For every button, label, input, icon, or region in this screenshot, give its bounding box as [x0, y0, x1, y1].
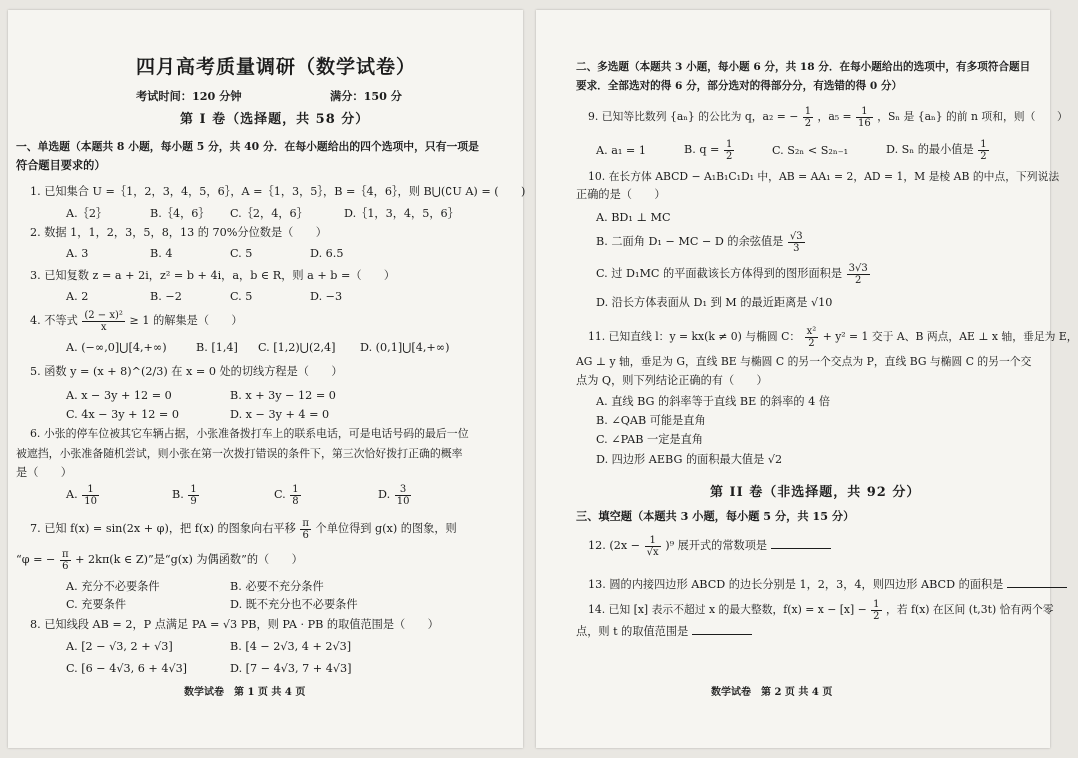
q10-c-fraction [847, 263, 870, 286]
q3-option-a: A. 2 [66, 290, 89, 303]
q7-cond-prefix: “φ = − [16, 553, 56, 566]
q9-b-prefix: B. q = [684, 143, 720, 156]
q9-b-num: 1 [726, 138, 733, 150]
q6-c-den: 8 [292, 495, 299, 507]
q5-option-d: D. x − 3y + 4 = 0 [230, 408, 330, 421]
exam-time: 考试时间：120 分钟 [136, 89, 242, 103]
q6-option-d-label: D. [378, 488, 391, 501]
q10-b-prefix: B. 二面角 D₁ − MC − D 的余弦值是 [596, 235, 784, 248]
q7-fraction-num: π [302, 517, 309, 529]
q2-option-b: B. 4 [150, 247, 173, 260]
section-1-heading-cont: 符合题目要求的） [16, 158, 106, 172]
page-1-footer: 数学试卷 第 1 页 共 4 页 [184, 687, 306, 698]
volume-1-heading: 第 I 卷（选择题，共 58 分） [180, 112, 370, 127]
q6-d-den: 10 [396, 495, 410, 507]
q8-option-b: B. [4 − 2√3, 4 + 2√3] [230, 640, 352, 653]
q11-line-2: AG ⊥ y 轴，垂足为 G，直线 BE 与椭圆 C 的另一个交点为 P，直线 BG 与椭圆 C 的另一个交 [576, 355, 1032, 368]
q6-option-b-fraction [188, 484, 198, 507]
q12 [588, 532, 831, 560]
q4-option-a: A. (−∞,0]⋃[4,+∞) [66, 341, 167, 354]
q6-option-a-fraction [82, 484, 99, 507]
q9-option-c: C. S₂ₙ < S₂ₙ₋₁ [772, 144, 849, 157]
section-1-heading: 一、单选题（本题共 8 小题，每小题 5 分，共 40 分．在每小题给出的四个选项中，只有一项是 [16, 140, 479, 153]
q7-prefix: 7. 已知 f(x) = sin(2x + φ)，把 f(x) 的图象向右平移 [30, 522, 296, 535]
q6-b-den: 9 [190, 495, 197, 507]
q4-fraction-num: (2 − x)² [84, 309, 123, 321]
q9-f2-num: 1 [856, 106, 873, 118]
q10-line-2: 正确的是（ ） [576, 188, 666, 201]
q7-option-c: C. 充要条件 [66, 598, 127, 611]
q11-line-1-a: 11. 已知直线 l：y = kx(k ≠ 0) 与椭圆 C： [588, 330, 801, 343]
q10-b-num: √3 [789, 230, 803, 242]
q10-c-num: 3√3 [848, 262, 868, 274]
q7-cond-den: 6 [62, 560, 69, 572]
q14-f-den: 2 [873, 610, 880, 622]
q9-fraction-2 [856, 106, 873, 129]
q9-fraction-1 [803, 106, 813, 129]
q10-b-den: 3 [793, 242, 800, 254]
q9-stem-b: ，a₅ = [817, 110, 852, 123]
q6-option-d [378, 482, 412, 508]
exam-page-2 [536, 10, 1078, 748]
q7-option-b: B. 必要不充分条件 [230, 580, 324, 593]
q6-line-2: 被遮挡，小张准备随机尝试，则小张在第一次拨打错误的条件下，第三次恰好拨打正确的概率 [16, 447, 463, 460]
q9-option-b [684, 137, 735, 163]
q8-option-d: D. [7 − 4√3, 7 + 4√3] [230, 662, 352, 675]
q4-option-b: B. [1,4] [196, 341, 238, 354]
q3-option-b: B. −2 [150, 290, 182, 303]
q6-option-a [66, 482, 100, 508]
q11-line-1 [588, 324, 1078, 350]
q9-f1-num: 1 [804, 105, 812, 117]
q4-fraction [82, 310, 125, 333]
q8-stem: 8. 已知线段 AB = 2，P 点满足 PA = √3 PB，则 PA · PB 的取值范围是（ ） [30, 618, 439, 631]
q12-suffix: )⁹ 展开式的常数项是 [665, 539, 768, 552]
q2-option-d: D. 6.5 [310, 247, 344, 260]
q1-stem: 1. 已知集合 U =｛1，2，3，4，5，6｝，A =｛1，3，5｝，B =｛4，6｝，则 B⋃(∁U A) = ( ) [30, 185, 526, 198]
q6-option-c-label: C. [274, 488, 286, 501]
q10-option-d: D. 沿长方体表面从 D₁ 到 M 的最近距离是 √10 [596, 296, 833, 309]
q10-c-den: 2 [854, 274, 862, 286]
q2-stem: 2. 数据 1，1，2，3，5，8，13 的 70%分位数是（ ） [30, 226, 327, 239]
q3-stem: 3. 已知复数 z = a + 2i，z² = b + 4i，a，b ∈ R，则 a + b =（ ） [30, 269, 396, 282]
q12-f-den: √x [646, 546, 659, 558]
q6-option-b [172, 482, 200, 508]
page-2-footer: 数学试卷 第 2 页 共 4 页 [711, 687, 833, 698]
q9-b-fraction [724, 139, 734, 162]
q10-c-prefix: C. 过 D₁MC 的平面截该长方体得到的图形面积是 [596, 267, 843, 280]
q7-cond-fraction [60, 549, 71, 572]
q14-line-2 [576, 624, 752, 639]
q11-f-num: x² [806, 325, 817, 337]
q11-f-den: 2 [808, 337, 815, 349]
q9-option-d [886, 137, 990, 163]
q13-answer-blank[interactable] [1007, 577, 1067, 588]
q11-option-b: B. ∠QAB 可能是直角 [596, 414, 706, 427]
q9-option-a: A. a₁ = 1 [596, 144, 646, 157]
q10-option-c [596, 260, 871, 288]
q6-option-a-label: A. [66, 488, 78, 501]
q6-option-b-label: B. [172, 488, 184, 501]
q9-f2-den: 16 [858, 117, 871, 129]
section-2-heading: 二、多选题（本题共 3 小题，每小题 6 分，共 18 分．在每小题给出的选项中，有多项符合题目 [576, 61, 1031, 73]
q9-stem [588, 104, 1068, 130]
q6-a-den: 10 [84, 495, 97, 507]
q6-option-c [274, 482, 302, 508]
q4-option-c: C. [1,2)⋃(2,4] [258, 341, 336, 354]
q6-a-num: 1 [82, 484, 99, 496]
q4-option-d: D. (0,1]⋃[4,+∞) [360, 341, 450, 354]
q9-d-prefix: D. Sₙ 的最小值是 [886, 143, 974, 156]
q5-option-c: C. 4x − 3y + 12 = 0 [66, 408, 179, 421]
q7-option-d: D. 既不充分也不必要条件 [230, 598, 358, 611]
q10-b-fraction [788, 231, 805, 254]
q10-option-a: A. BD₁ ⊥ MC [596, 211, 671, 224]
q14-line-2-text: 点，则 t 的取值范围是 [576, 625, 689, 638]
q6-c-num: 1 [292, 483, 299, 495]
q7-condition [16, 547, 303, 573]
q5-stem: 5. 函数 y = (x + 8)^(2/3) 在 x = 0 处的切线方程是（ ） [30, 365, 343, 378]
q14-suffix: ，若 f(x) 在区间 (t,3t) 恰有两个零 [885, 603, 1054, 616]
q5-option-b: B. x + 3y − 12 = 0 [230, 389, 336, 402]
q7-suffix: 个单位得到 g(x) 的图象，则 [315, 522, 457, 535]
q7-option-a: A. 充分不必要条件 [66, 580, 160, 593]
q6-line-1: 6. 小张的停车位被其它车辆占据，小张准备拨打车上的联系电话，可是电话号码的最后一位 [30, 427, 469, 440]
q6-d-num: 3 [395, 484, 412, 496]
q4-fraction-den: x [100, 321, 107, 333]
q11-option-d: D. 四边形 AEBG 的面积最大值是 √2 [596, 453, 783, 466]
q1-option-d: D.｛1，3，4，5，6｝ [344, 207, 459, 220]
q3-option-c: C. 5 [230, 290, 253, 303]
q2-option-c: C. 5 [230, 247, 253, 260]
q2-option-a: A. 3 [66, 247, 89, 260]
q9-b-den: 2 [726, 150, 733, 162]
section-2-heading-cont: 要求．全部选对的得 6 分，部分选对的得部分分，有选错的得 0 分） [576, 80, 903, 92]
volume-2-heading: 第 II 卷（非选择题，共 92 分） [710, 485, 921, 500]
q14-fraction [871, 599, 881, 622]
q7-stem [30, 516, 457, 542]
q12-answer-blank[interactable] [771, 538, 831, 549]
q9-d-den: 2 [980, 150, 987, 162]
q14-answer-blank[interactable] [692, 624, 752, 635]
q10-option-b [596, 228, 806, 256]
q7-cond-suffix: + 2kπ(k ∈ Z)”是“g(x) 为偶函数”的（ ） [75, 553, 303, 566]
q13-text: 13. 圆的内接四边形 ABCD 的边长分别是 1，2，3，4，则四边形 ABCD 的面积是 [588, 578, 1004, 591]
q9-d-num: 1 [980, 138, 987, 150]
q7-fraction-den: 6 [302, 529, 309, 541]
section-3-heading: 三、填空题（本题共 3 小题，每小题 5 分，共 15 分） [576, 509, 855, 523]
q11-option-c: C. ∠PAB 一定是直角 [596, 433, 703, 446]
q4-suffix: ≥ 1 的解集是（ ） [129, 314, 243, 327]
q4-prefix: 4. 不等式 [30, 314, 78, 327]
q8-option-a: A. [2 − √3, 2 + √3] [66, 640, 173, 653]
q12-f-num: 1 [645, 535, 661, 547]
q10-line-1: 10. 在长方体 ABCD − A₁B₁C₁D₁ 中，AB = AA₁ = 2，AD = 1，M 是棱 AB 的中点，下列说法 [588, 170, 1060, 183]
q13 [588, 577, 1067, 592]
q3-option-d: D. −3 [310, 290, 343, 303]
q9-stem-a: 9. 已知等比数列 {aₙ} 的公比为 q，a₂ = − [588, 110, 799, 123]
q14-f-num: 1 [873, 598, 880, 610]
q11-line-3: 点为 Q，则下列结论正确的有（ ） [576, 374, 768, 387]
q7-fraction [300, 518, 311, 541]
q5-option-a: A. x − 3y + 12 = 0 [66, 389, 172, 402]
exam-title: 四月高考质量调研（数学试卷） [136, 56, 417, 78]
q6-line-3: 是（ ） [16, 466, 72, 479]
q11-line-1-b: + y² = 1 交于 A、B 两点，AE ⊥ x 轴，垂足为 E， [822, 330, 1078, 343]
q12-fraction [645, 535, 661, 558]
q1-option-c: C.｛2，4，6｝ [230, 207, 308, 220]
q8-option-c: C. [6 − 4√3, 6 + 4√3] [66, 662, 188, 675]
q7-cond-num: π [61, 548, 69, 560]
q6-b-num: 1 [190, 483, 197, 495]
q1-option-a: A.｛2｝ [66, 207, 108, 220]
q12-prefix: 12. (2x − [588, 539, 641, 552]
q14-prefix: 14. 已知 [x] 表示不超过 x 的最大整数，f(x) = x − [x] − [588, 603, 867, 616]
q9-f1-den: 2 [804, 117, 812, 129]
full-score: 满分：150 分 [330, 89, 402, 103]
q6-option-c-fraction [290, 484, 300, 507]
q11-fraction [805, 326, 819, 349]
q9-d-fraction [978, 139, 988, 162]
exam-page-1 [8, 10, 526, 748]
q1-option-b: B.｛4，6｝ [150, 207, 210, 220]
q11-option-a: A. 直线 BG 的斜率等于直线 BE 的斜率的 4 倍 [596, 395, 831, 408]
q14-line-1 [588, 596, 1054, 624]
q6-option-d-fraction [395, 484, 412, 507]
q9-stem-c: ，Sₙ 是 {aₙ} 的前 n 项和，则（ ） [877, 110, 1068, 123]
q4-stem [30, 308, 243, 334]
